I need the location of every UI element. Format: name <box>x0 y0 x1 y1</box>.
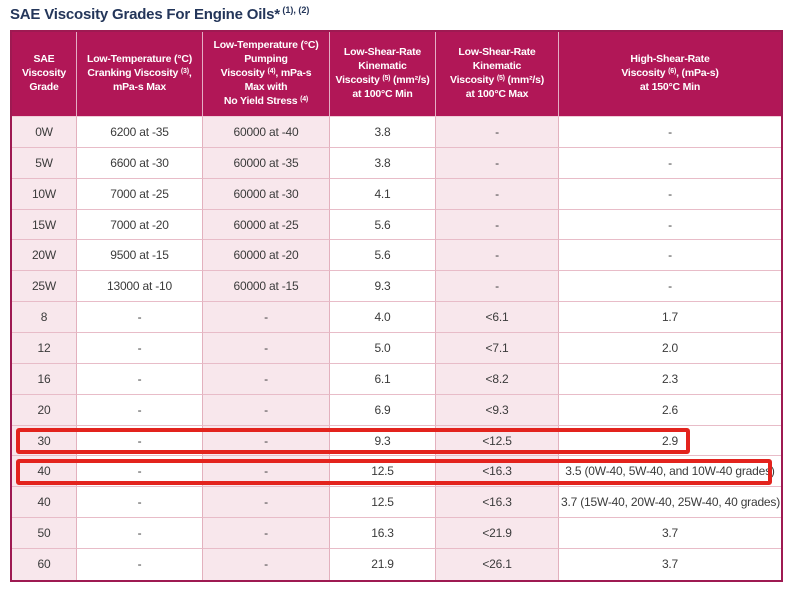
cell-pumping-viscosity: 60000 at -35 <box>203 148 330 179</box>
table-row-60-14 <box>12 549 781 580</box>
cell-high-shear: 3.7 <box>559 549 781 580</box>
cell-pumping-viscosity: - <box>203 333 330 364</box>
cell-kinematic-min: 3.8 <box>330 148 436 179</box>
table-row-40-12 <box>12 487 781 518</box>
cell-sae-grade: 12 <box>12 333 77 364</box>
table-row-15W-3 <box>12 210 781 241</box>
table-row-40-11 <box>12 456 781 487</box>
cell-sae-grade: 20W <box>12 240 77 271</box>
cell-cranking-viscosity: - <box>77 333 203 364</box>
column-header-sae-grade: SAE Viscosity Grade <box>12 32 77 117</box>
cell-kinematic-max: - <box>436 148 559 179</box>
cell-pumping-viscosity: - <box>203 518 330 549</box>
cell-high-shear: 1.7 <box>559 302 781 333</box>
cell-kinematic-max: - <box>436 117 559 148</box>
column-header-pumping-viscosity: Low-Temperature (°C) Pumping Viscosity $^{(4)}$, mPa-s Max with No Yield Stress $^{(4)}$ <box>203 32 330 117</box>
table-row-5W-1 <box>12 148 781 179</box>
cell-cranking-viscosity: 9500 at -15 <box>77 240 203 271</box>
cell-sae-grade: 20 <box>12 395 77 426</box>
cell-sae-grade: 0W <box>12 117 77 148</box>
cell-cranking-viscosity: - <box>77 518 203 549</box>
cell-kinematic-min: 5.0 <box>330 333 436 364</box>
cell-cranking-viscosity: 7000 at -25 <box>77 179 203 210</box>
cell-kinematic-min: 9.3 <box>330 426 436 457</box>
cell-pumping-viscosity: 60000 at -30 <box>203 179 330 210</box>
table-row-0W-0 <box>12 117 781 148</box>
column-header-kinematic-max: Low-Shear-Rate Kinematic Viscosity $^{(5)}$ (mm²/s) at 100°C Max <box>436 32 559 117</box>
table-row-20-9 <box>12 395 781 426</box>
header-row <box>12 32 781 117</box>
cell-kinematic-max: <9.3 <box>436 395 559 426</box>
cell-kinematic-min: 4.1 <box>330 179 436 210</box>
table-row-25W-5 <box>12 271 781 302</box>
cell-high-shear: 3.7 (15W-40, 20W-40, 25W-40, 40 grades) <box>559 487 781 518</box>
cell-sae-grade: 60 <box>12 549 77 580</box>
cell-cranking-viscosity: - <box>77 549 203 580</box>
cell-high-shear: 3.5 (0W-40, 5W-40, and 10W-40 grades) <box>559 456 781 487</box>
cell-pumping-viscosity: - <box>203 426 330 457</box>
column-header-cranking-viscosity: Low-Temperature (°C) Cranking Viscosity $^{(3)}$, mPa-s Max <box>77 32 203 117</box>
cell-high-shear: - <box>559 210 781 241</box>
cell-kinematic-max: - <box>436 179 559 210</box>
cell-cranking-viscosity: - <box>77 456 203 487</box>
cell-kinematic-max: <26.1 <box>436 549 559 580</box>
table-row-30-10 <box>12 426 781 457</box>
cell-cranking-viscosity: 6600 at -30 <box>77 148 203 179</box>
cell-cranking-viscosity: - <box>77 364 203 395</box>
cell-pumping-viscosity: - <box>203 549 330 580</box>
cell-sae-grade: 10W <box>12 179 77 210</box>
cell-cranking-viscosity: 13000 at -10 <box>77 271 203 302</box>
table-row-50-13 <box>12 518 781 549</box>
cell-pumping-viscosity: 60000 at -40 <box>203 117 330 148</box>
cell-high-shear: 3.7 <box>559 518 781 549</box>
column-header-high-shear: High-Shear-Rate Viscosity $^{(6)}$, (mPa-s) at 150°C Min <box>559 32 781 117</box>
cell-kinematic-min: 5.6 <box>330 240 436 271</box>
cell-cranking-viscosity: - <box>77 487 203 518</box>
cell-sae-grade: 25W <box>12 271 77 302</box>
cell-cranking-viscosity: - <box>77 302 203 333</box>
cell-kinematic-max: <6.1 <box>436 302 559 333</box>
cell-pumping-viscosity: - <box>203 364 330 395</box>
cell-cranking-viscosity: 7000 at -20 <box>77 210 203 241</box>
table-row-16-8 <box>12 364 781 395</box>
cell-kinematic-max: - <box>436 210 559 241</box>
table-header <box>12 32 781 117</box>
cell-kinematic-max: <7.1 <box>436 333 559 364</box>
cell-sae-grade: 16 <box>12 364 77 395</box>
page-title-footnote-refs: (1), (2) <box>279 5 310 15</box>
cell-kinematic-max: <12.5 <box>436 426 559 457</box>
cell-pumping-viscosity: - <box>203 487 330 518</box>
cell-pumping-viscosity: - <box>203 456 330 487</box>
cell-kinematic-max: <16.3 <box>436 487 559 518</box>
cell-cranking-viscosity: 6200 at -35 <box>77 117 203 148</box>
table-row-8-6 <box>12 302 781 333</box>
table-row-12-7 <box>12 333 781 364</box>
cell-pumping-viscosity: 60000 at -25 <box>203 210 330 241</box>
cell-high-shear: - <box>559 179 781 210</box>
cell-kinematic-min: 6.9 <box>330 395 436 426</box>
cell-kinematic-min: 12.5 <box>330 487 436 518</box>
cell-kinematic-min: 16.3 <box>330 518 436 549</box>
page-title-text: SAE Viscosity Grades For Engine Oils* <box>10 6 280 23</box>
cell-high-shear: 2.0 <box>559 333 781 364</box>
cell-kinematic-max: <16.3 <box>436 456 559 487</box>
cell-sae-grade: 50 <box>12 518 77 549</box>
cell-high-shear: 2.9 <box>559 426 781 457</box>
table-body <box>12 117 781 580</box>
cell-pumping-viscosity: - <box>203 302 330 333</box>
cell-sae-grade: 5W <box>12 148 77 179</box>
cell-kinematic-min: 9.3 <box>330 271 436 302</box>
cell-pumping-viscosity: 60000 at -15 <box>203 271 330 302</box>
page-title <box>10 5 792 23</box>
cell-high-shear: 2.3 <box>559 364 781 395</box>
cell-sae-grade: 30 <box>12 426 77 457</box>
cell-kinematic-min: 5.6 <box>330 210 436 241</box>
cell-kinematic-min: 3.8 <box>330 117 436 148</box>
cell-high-shear: - <box>559 240 781 271</box>
cell-cranking-viscosity: - <box>77 426 203 457</box>
cell-high-shear: - <box>559 148 781 179</box>
cell-kinematic-min: 12.5 <box>330 456 436 487</box>
cell-kinematic-min: 4.0 <box>330 302 436 333</box>
cell-cranking-viscosity: - <box>77 395 203 426</box>
cell-kinematic-max: - <box>436 240 559 271</box>
cell-kinematic-min: 21.9 <box>330 549 436 580</box>
table-row-20W-4 <box>12 240 781 271</box>
cell-sae-grade: 15W <box>12 210 77 241</box>
cell-sae-grade: 8 <box>12 302 77 333</box>
viscosity-table <box>12 32 781 580</box>
cell-high-shear: - <box>559 117 781 148</box>
cell-kinematic-max: <21.9 <box>436 518 559 549</box>
cell-sae-grade: 40 <box>12 456 77 487</box>
cell-high-shear: 2.6 <box>559 395 781 426</box>
cell-high-shear: - <box>559 271 781 302</box>
viscosity-table-frame <box>10 30 783 582</box>
cell-sae-grade: 40 <box>12 487 77 518</box>
cell-kinematic-min: 6.1 <box>330 364 436 395</box>
table-row-10W-2 <box>12 179 781 210</box>
cell-pumping-viscosity: 60000 at -20 <box>203 240 330 271</box>
cell-kinematic-max: - <box>436 271 559 302</box>
cell-pumping-viscosity: - <box>203 395 330 426</box>
cell-kinematic-max: <8.2 <box>436 364 559 395</box>
column-header-kinematic-min: Low-Shear-Rate Kinematic Viscosity $^{(5)}$ (mm²/s) at 100°C Min <box>330 32 436 117</box>
